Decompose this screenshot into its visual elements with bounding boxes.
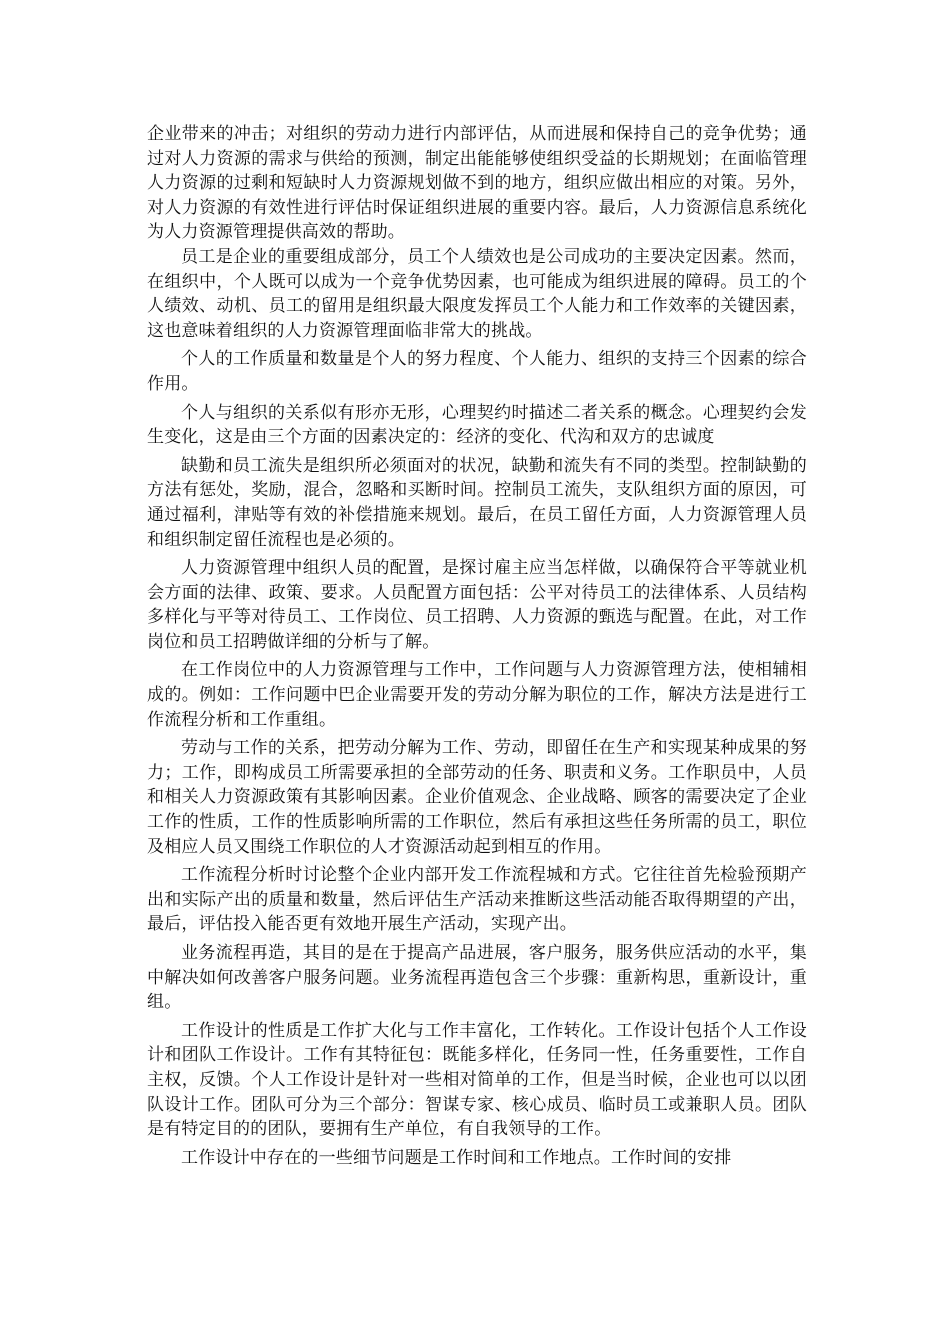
paragraph-10: 业务流程再造，其目的是在于提高产品进展，客户服务，服务供应活动的水平，集中解决如何改善客户服务问题。业务流程再造包含三个步骤：重新构思，重新设计，重组。: [147, 943, 807, 1013]
paragraph-7: 在工作岗位中的人力资源管理与工作中，工作问题与人力资源管理方法，使相辅相成的。例如：工作问题中巴企业需要开发的劳动分解为职位的工作，解决方法是进行工作流程分析和工作重组。: [147, 660, 807, 730]
paragraph-6: 人力资源管理中组织人员的配置，是探讨雇主应当怎样做，以确保符合平等就业机会方面的法律、政策、要求。人员配置方面包括：公平对待员工的法律体系、人员结构多样化与平等对待员工、工作岗位、员工招聘、人力资源的甄选与配置。在此，对工作岗位和员工招聘做详细的分析与了解。: [147, 558, 807, 652]
paragraph-5: 缺勤和员工流失是组织所必须面对的状况，缺勤和流失有不同的类型。控制缺勤的方法有惩处，奖励，混合，忽略和买断时间。控制员工流失，支队组织方面的原因，可通过福利，津贴等有效的补偿措施来规划。最后，在员工留任方面，人力资源管理人员和组织制定留任流程也是必须的。: [147, 455, 807, 550]
paragraph-8: 劳动与工作的关系，把劳动分解为工作、劳动，即留任在生产和实现某种成果的努力；工作，即构成员工所需要承担的全部劳动的任务、职责和义务。工作职员中，人员和相关人力资源政策有其影响因素。企业价值观念、企业战略、顾客的需要决定了企业工作的性质，工作的性质影响所需的工作职位，然后有承担这些任务所需的员工，职位及相应人员又围绕工作职位的人才资源活动起到相互的作用。: [147, 738, 807, 857]
paragraph-9: 工作流程分析时讨论整个企业内部开发工作流程城和方式。它往往首先检验预期产出和实际产出的质量和数量，然后评估生产活动来推断这些活动能否取得期望的产出，最后，评估投入能否更有效地开展生产活动，实现产出。: [147, 865, 807, 935]
paragraph-3: 个人的工作质量和数量是个人的努力程度、个人能力、组织的支持三个因素的综合作用。: [147, 349, 807, 394]
paragraph-11: 工作设计的性质是工作扩大化与工作丰富化，工作转化。工作设计包括个人工作设计和团队工作设计。工作有其特征包：既能多样化，任务同一性，任务重要性，工作自主权，反馈。个人工作设计是针对一些相对简单的工作，但是当时候，企业也可以以团队设计工作。团队可分为三个部分：智谋专家、核心成员、临时员工或兼职人员。团队是有特定目的的团队，要拥有生产单位，有自我领导的工作。: [147, 1020, 807, 1140]
paragraph-2: 员工是企业的重要组成部分，员工个人绩效也是公司成功的主要决定因素。然而，在组织中，个人既可以成为一个竞争优势因素，也可能成为组织进展的障碍。员工的个人绩效、动机、员工的留用是组织最大限度发挥员工个人能力和工作效率的关键因素，这也意味着组织的人力资源管理面临非常大的挑战。: [147, 246, 807, 341]
document-body: [147, 122, 807, 1170]
paragraph-4: 个人与组织的关系似有形亦无形，心理契约时描述二者关系的概念。心理契约会发生变化，这是由三个方面的因素决定的：经济的变化、代沟和双方的忠诚度: [147, 402, 807, 448]
paragraph-1: 企业带来的冲击；对组织的劳动力进行内部评估，从而进展和保持自己的竞争优势；通过对人力资源的需求与供给的预测，制定出能能够使组织受益的长期规划；在面临管理人力资源的过剩和短缺时人力资源规划做不到的地方，组织应做出相应的对策。另外，对人力资源的有效性进行评估时保证组织进展的重要内容。最后，人力资源信息系统化为人力资源管理提供高效的帮助。: [147, 124, 807, 243]
paragraph-12: 工作设计中存在的一些细节问题是工作时间和工作地点。工作时间的安排: [181, 1147, 732, 1168]
